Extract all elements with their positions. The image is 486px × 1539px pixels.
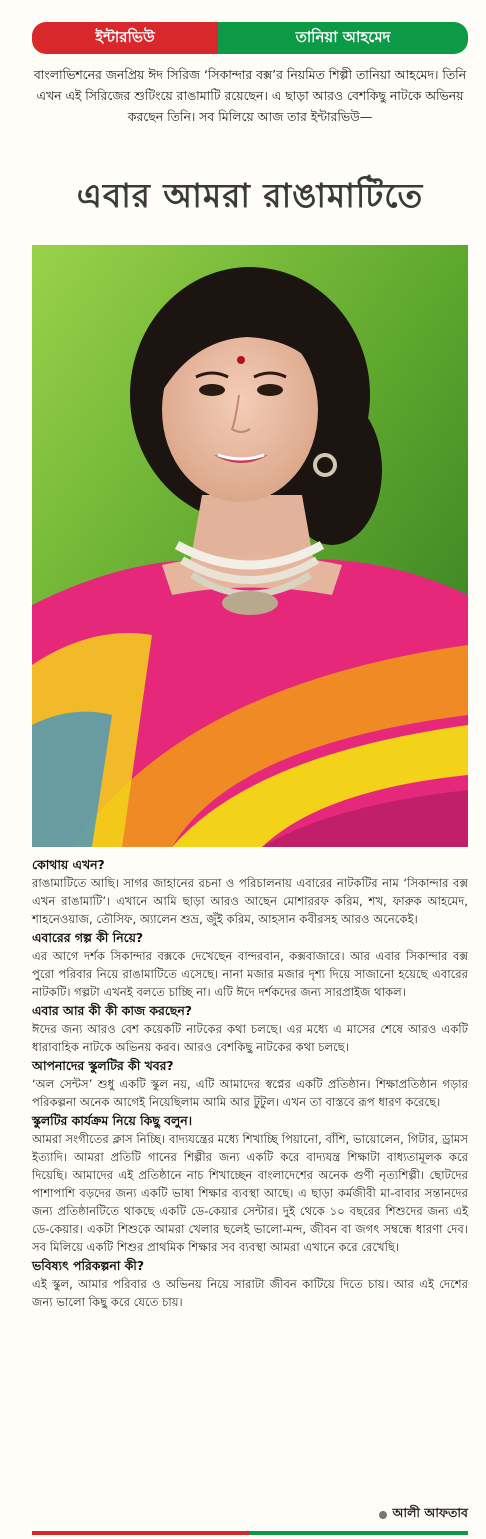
author-name: আলী আফতাব	[392, 1505, 468, 1520]
bullet-icon	[379, 1511, 387, 1519]
qa-item	[32, 1111, 468, 1256]
qa-item	[32, 855, 468, 928]
question: ভবিষ্যৎ পরিকল্পনা কী?	[32, 1258, 145, 1273]
section-label: ইন্টারভিউ	[32, 22, 218, 54]
qa-item	[32, 1056, 468, 1111]
question: আপনাদের স্কুলটির কী খবর?	[32, 1058, 174, 1073]
answer: এই স্কুল, আমার পরিবার ও অভিনয় নিয়ে সারাটা জীবন কাটিয়ে দিতে চায়। আর এই দেশের জন্য ভালো কিছু করে যেতে চায়।	[32, 1277, 468, 1309]
answer: আমরা সংগীতের ক্লাস নিচ্ছি। বাদ্যযন্ত্রের মধ্যে শিখাচ্ছি পিয়ানো, বাঁশি, ভায়োলেন, গিটার, ড্রামস ইত্যাদি। আমরা প্রতিটি গানের শিল্পীর জন্য একটি করে বাদ্যযন্ত্র শিক্ষাটা বাধ্যতামূলক করে দিয়েছি। আমাদের এই প্রতিষ্ঠানে নাচ শিখাচ্ছেন বাংলাদেশের অনেক গুণী নৃত্যশিল্পী। ছোটদের পাশাপাশি বড়দের জন্য একটি ভাষা শিক্ষার ব্যবস্থা আছে। এ ছাড়া কর্মজীবী মা-বাবার সন্তানদের জন্য প্রতিষ্ঠানটিতে থাকছে একটি ডে-কেয়ার সেন্টার। দুই থেকে ১০ বছরের শিশুদের জন্য এই ডে-কেয়ার। একটা শিশুকে আমরা খেলার ছলেই ভালো-মন্দ, জীবন বা জগৎ সম্বন্ধে ধারণা দেব। সব মিলিয়ে একটি শিশুর প্রাথমিক শিক্ষার সব ব্যবস্থা আমরা এখানে করে রেখেছি।	[32, 1132, 468, 1254]
article-headline: এবার আমরা রাঙামাটিতে	[76, 176, 424, 215]
question: স্কুলটির কার্যক্রম নিয়ে কিছু বলুন।	[32, 1113, 193, 1128]
section-header	[32, 22, 468, 54]
interview-qa	[32, 855, 468, 1311]
question: এবার আর কী কী কাজ করছেন?	[32, 1003, 192, 1018]
portrait-photo	[32, 245, 468, 847]
answer: রাঙামাটিতে আছি। সাগর জাহানের রচনা ও পরিচালনায় এবারের নাটকটির নাম ‘সিকান্দার বক্স এখন রাঙামাটি’। এখানে আমি ছাড়া আরও আছেন মোশাররফ করিম, শখ, ফারুক আহমেদ, শাহনেওয়াজ, তৌসিফ, অ্যালেন শুভ্র, জুঁই করিম, আহসান কবীরসহ আরও অনেকেই।	[32, 876, 468, 926]
qa-item	[32, 1256, 468, 1311]
author-byline	[379, 1505, 469, 1525]
question: এবারের গল্প কী নিয়ে?	[32, 930, 144, 945]
answer: ঈদের জন্য আরও বেশ কয়েকটি নাটকের কথা চলছে। এর মধ্যে এ মাসের শেষে আরও একটি ধারাবাহিক নাটকে অভিনয় করব। আরও বেশকিছু নাটকের কথা চলছে।	[32, 1022, 468, 1054]
subject-name: তানিয়া আহমেদ	[218, 22, 468, 54]
bottom-divider	[32, 1531, 468, 1535]
question: কোথায় এখন?	[32, 857, 105, 872]
answer: এর আগে দর্শক সিকান্দার বক্সকে দেখেছেন বান্দরবান, কক্সবাজারে। আর এবার সিকান্দার বক্স পুরো পরিবার নিয়ে রাঙামাটিতে এসেছে। নানা মজার মজার দৃশ্য দিয়ে সাজানো হয়েছে এবারের নাটকটি। গল্পটা এখনই বলতে চাচ্ছি না। এটি ঈদে দর্শকদের জন্য সারপ্রাইজ থাকল।	[32, 949, 468, 999]
qa-item	[32, 1001, 468, 1056]
answer: ‘অল সেন্টস’ শুধু একটি স্কুল নয়, এটি আমাদের স্বপ্নের একটি প্রতিষ্ঠান। শিক্ষাপ্রতিষ্ঠান গড়ার পরিকল্পনা অনেক আগেই নিয়েছিলাম আমি আর টুটুল। এখন তা বাস্তবে রূপ ধারণ করেছে।	[32, 1077, 468, 1109]
intro-paragraph: বাংলাভিশনের জনপ্রিয় ঈদ সিরিজ ‘সিকান্দার বক্স’র নিয়মিত শিল্পী তানিয়া আহমেদ। তিনি এখন এই সিরিজের শুটিংয়ে রাঙামাটি রয়েছেন। এ ছাড়া আরও বেশকিছু নাটকে অভিনয় করছেন তিনি। সব মিলিয়ে আজ তার ইন্টারভিউ—	[33, 67, 467, 124]
qa-item	[32, 928, 468, 1001]
